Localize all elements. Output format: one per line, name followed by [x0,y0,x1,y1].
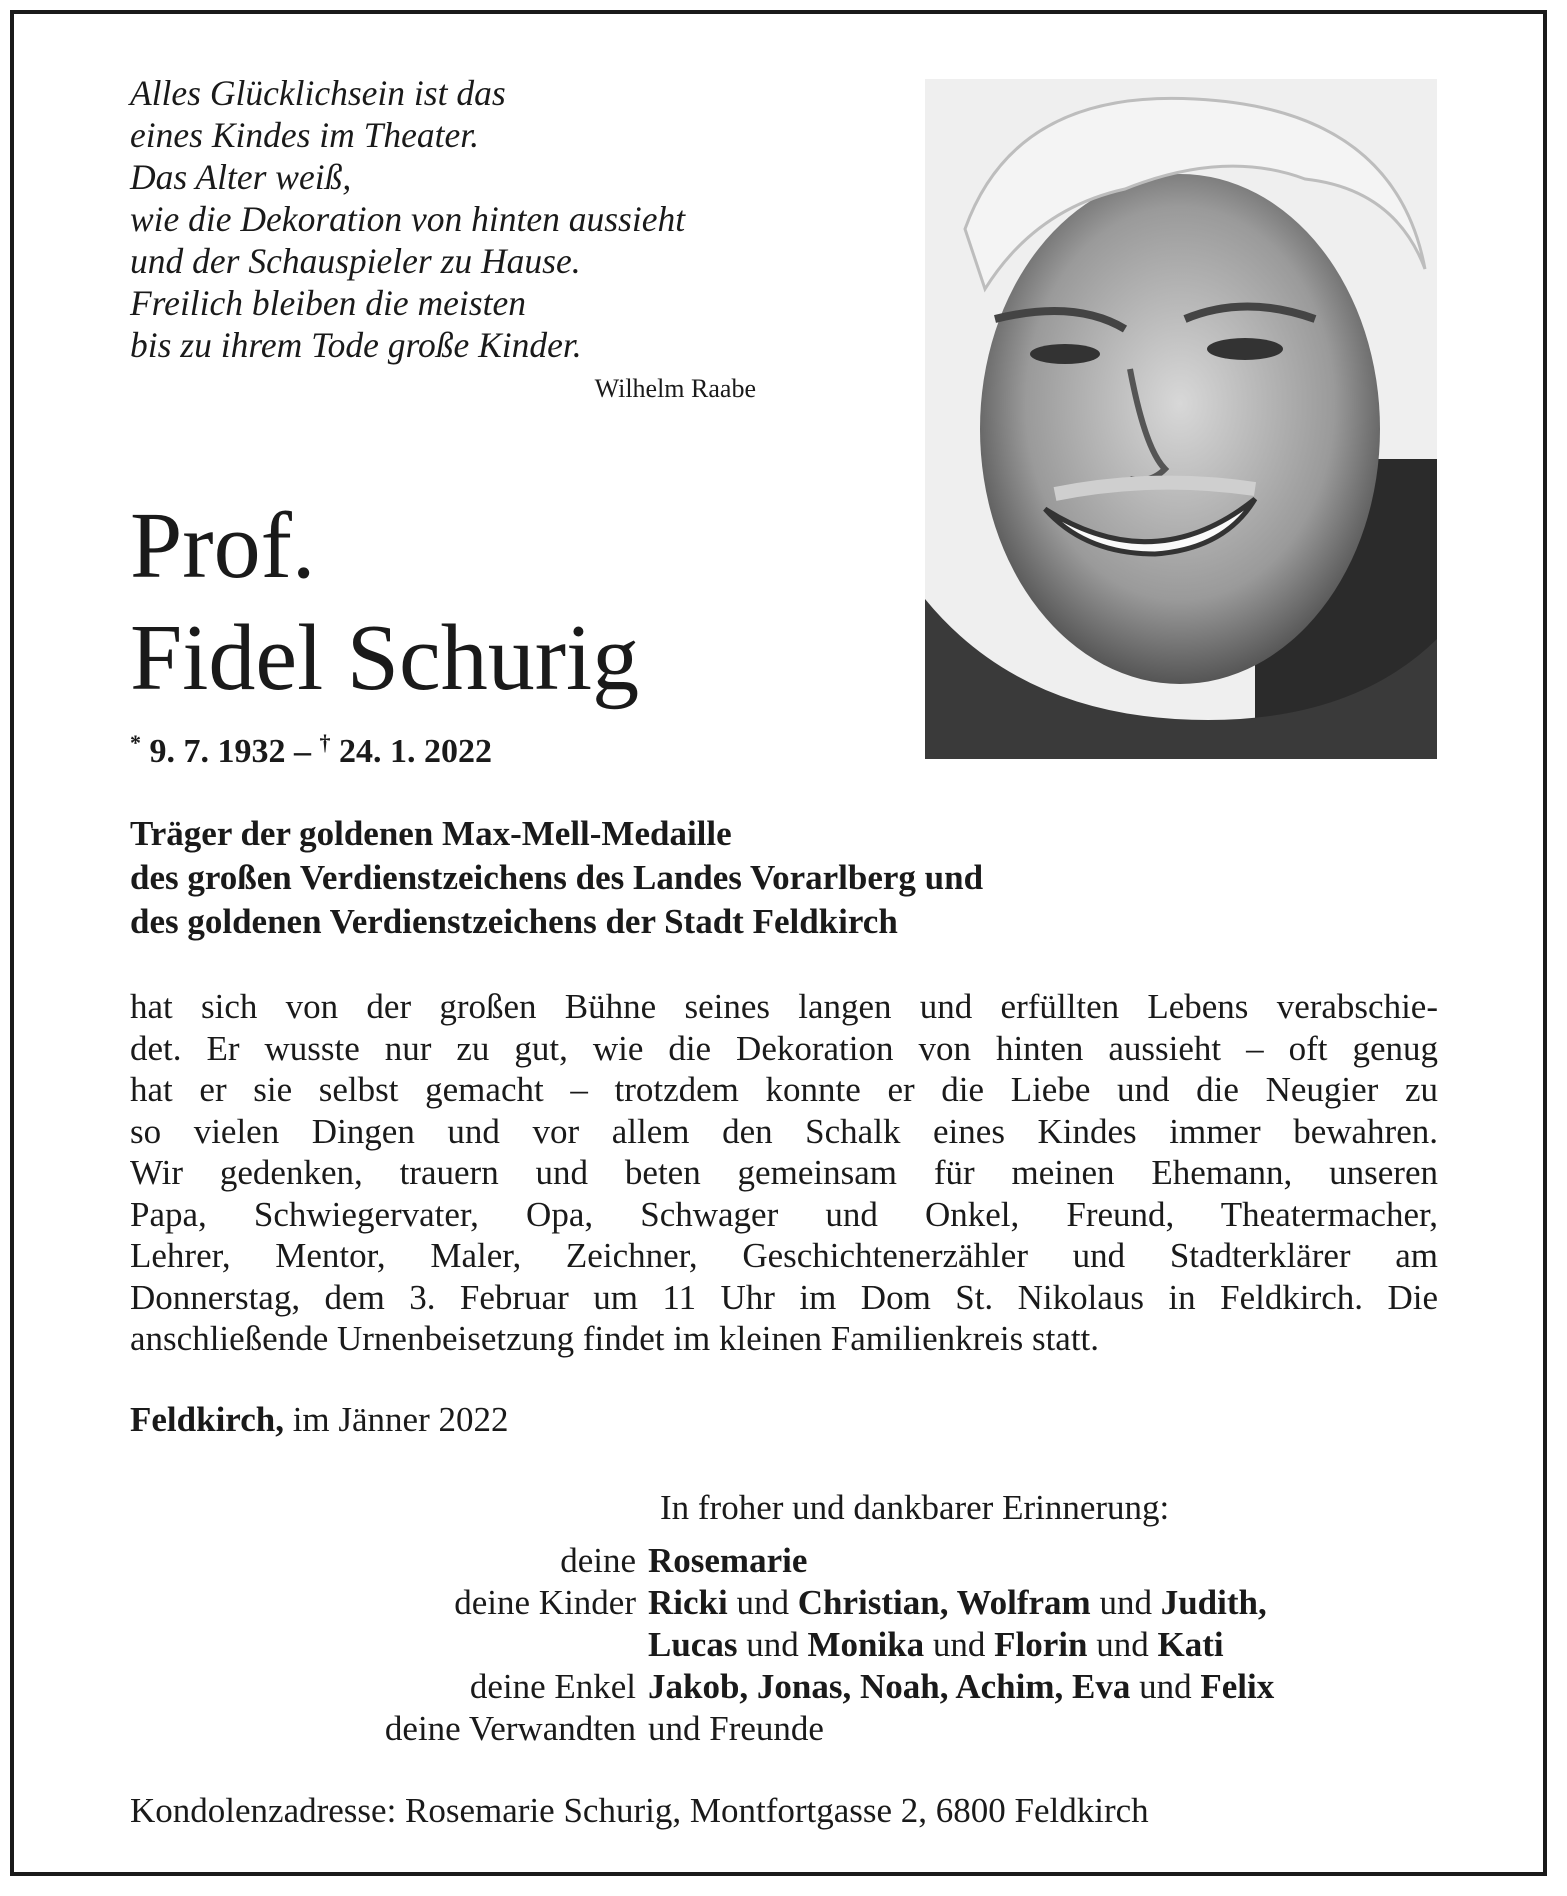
quote [130,72,770,366]
family-connector: und [1087,1625,1158,1664]
family-name: Ricki [648,1583,728,1622]
family-name: Kati [1157,1625,1224,1664]
family-name: Judith, [1160,1583,1267,1622]
family-name: Felix [1200,1667,1275,1706]
family-connector: und [1090,1583,1161,1622]
family-name: Florin [994,1625,1088,1664]
honors [130,812,983,944]
condolence-address: Kondolenzadresse: Rosemarie Schurig, Montfortgasse 2, 6800 Feldkirch [130,1791,1149,1830]
family-name: Jakob, Jonas, Noah, Achim, Eva [648,1667,1131,1706]
text-line: Papa, Schwiegervater, Opa, Schwager und Onkel, Freund, Theatermacher, [130,1194,1438,1234]
family-names [648,1582,1267,1624]
family-connector: und [924,1625,995,1664]
title-prefix: Prof. [130,494,316,598]
birth-date: 9. 7. 1932 – [149,733,320,770]
text-line: hat er sie selbst gemacht – trotzdem konnte er die Liebe und die Neugier zu [130,1070,1438,1109]
quote-line: Das Alter weiß, [130,157,352,197]
quote-line: Alles Glücklichsein ist das [130,73,506,113]
quote-line: und der Schauspieler zu Hause. [130,241,581,281]
text-line: Lehrer, Mentor, Maler, Zeichner, Geschichtenerzähler und Stadterklärer am [130,1236,1438,1275]
text-line: anschließende Urnenbeisetzung findet im kleinen Familienkreis statt. [130,1319,1100,1358]
quote-line: eines Kindes im Theater. [130,115,480,155]
family-row [130,1540,1438,1582]
quote-line: Freilich bleiben die meisten [130,283,526,323]
place-date-text: im Jänner 2022 [283,1400,509,1439]
text-line: Wir gedenken, trauern und beten gemeinsam für meinen Ehemann, unseren [130,1153,1438,1192]
text-line: Donnerstag, dem 3. Februar um 11 Uhr im Dom St. Nikolaus in Feldkirch. Die [130,1277,1438,1317]
family-name: Rosemarie [648,1541,808,1580]
family-row [130,1708,1438,1750]
family-list [130,1540,1438,1750]
honor-line: Träger der goldenen Max-Mell-Medaille [130,814,732,853]
family-names [648,1666,1274,1708]
family-names [648,1624,1224,1666]
family-name: Lucas [648,1625,738,1664]
honor-line: des goldenen Verdienstzeichens der Stadt Feldkirch [130,902,898,941]
honor-line: des großen Verdienstzeichens des Landes Vorarlberg und [130,858,984,897]
quote-line: wie die Dekoration von hinten aussieht [130,199,686,239]
quote-line: bis zu ihrem Tode große Kinder. [130,325,582,365]
family-connector: und [1130,1667,1201,1706]
text-line: so vielen Dingen und vor allem den Schalk eines Kindes immer bewahren. [130,1111,1438,1151]
family-label: deine [560,1541,636,1580]
family-names [648,1540,807,1582]
family-connector: und [727,1583,798,1622]
family-label [130,1624,648,1666]
full-name: Fidel Schurig [130,606,640,710]
family-connector: und [737,1625,808,1664]
family-label: deine Enkel [469,1667,636,1706]
text-line: det. Er wusste nur zu gut, wie die Dekoration von hinten aussieht – oft genug [130,1028,1438,1068]
family-name: Monika [807,1625,925,1664]
birth-mark: * [130,730,141,755]
family-names: und Freunde [648,1709,824,1748]
death-mark: † [319,730,331,755]
signoff: In froher und dankbarer Erinnerung: [660,1488,1170,1527]
deceased-name [130,490,639,714]
life-dates [130,730,492,771]
quote-author: Wilhelm Raabe [594,374,756,403]
place-date [130,1400,509,1440]
death-date: 24. 1. 2022 [339,733,492,770]
family-row [130,1582,1438,1624]
place-city: Feldkirch, [130,1400,284,1439]
family-row [130,1666,1438,1708]
family-name: Christian, Wolfram [797,1583,1091,1622]
portrait-photo [925,79,1437,759]
text-line: hat sich von der großen Bühne seines langen und erfüllten Lebens verabschie- [130,987,1438,1026]
obituary-text [130,986,1438,1360]
family-label: deine Kinder [454,1583,636,1622]
family-label: deine Verwandten [384,1709,636,1748]
family-row [130,1624,1438,1666]
